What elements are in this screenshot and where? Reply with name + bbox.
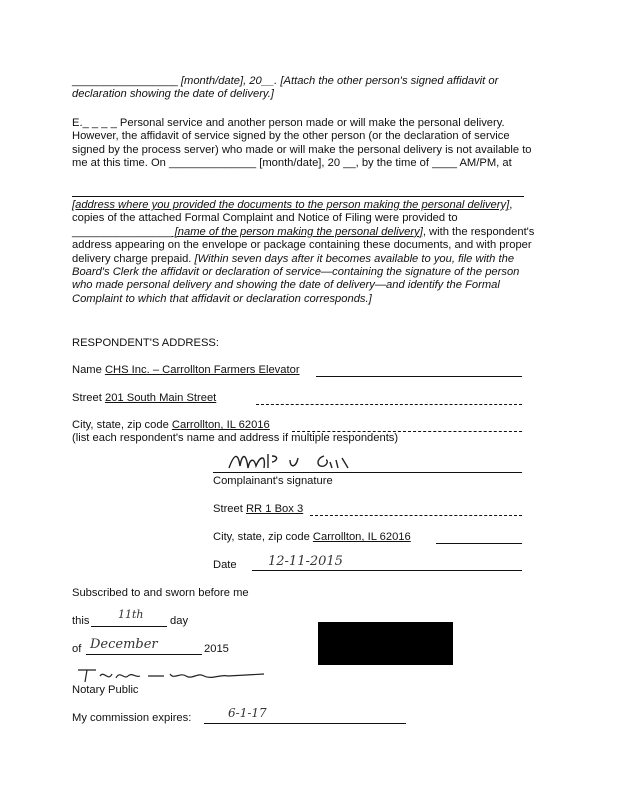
complainant-city-rule [436, 543, 522, 544]
respondent-street-label: Street [72, 392, 102, 404]
respondent-city-row [72, 419, 270, 431]
notary-month-rule [86, 654, 202, 655]
complainant-date-row [213, 559, 237, 571]
notary-this-label: this [72, 615, 90, 627]
commission-value: 6-1-17 [228, 706, 267, 720]
respondent-city-label: City, state, zip code [72, 419, 169, 431]
with-text: , with the respondent's address appearing on the envelope or package containing these documents, and with proper delivery charge prepaid. [72, 225, 535, 265]
notary-day-rule [91, 626, 167, 627]
complainant-street-value: RR 1 Box 3 [245, 503, 304, 515]
respondent-street-value: 201 South Main Street [104, 392, 217, 404]
complainant-street-row [213, 503, 303, 515]
notary-year-value: 2015 [204, 643, 229, 655]
complainant-date-rule [252, 570, 522, 571]
paragraph-e-continued: [address where you provided the documents to the person making the personal delivery], copies of the attached Formal Complaint and Notice of Filing were provided to ________________ [name of the person making the personal delivery], with the respondent's address appearing on the envelope or package containing these documents, and with proper delivery charge prepaid. [Within seven days after it becomes available to you, file with the Board's Clerk the affidavit or declaration of service—containing the signature of the person who made personal delivery and showing the date of delivery—and identify the Formal Complaint to which that affidavit or declaration corresponds.] [72, 199, 535, 305]
respondent-name-row [72, 364, 300, 376]
commission-rule [204, 723, 406, 724]
address-rule [72, 196, 524, 197]
date-line-text: [month/date], 20__. [Attach the other person's signed affidavit or declaration showing the date of delivery.] [72, 75, 499, 101]
respondent-street-row [72, 392, 216, 404]
respondent-street-rule [256, 404, 522, 405]
notary-signature [74, 664, 274, 686]
subscribed-line: Subscribed to and sworn before me [72, 587, 249, 599]
complainant-city-label: City, state, zip code [213, 531, 310, 543]
date-line-paragraph [72, 75, 542, 102]
respondent-list-note: (list each respondent's name and address if multiple respondents) [72, 432, 399, 444]
instruction-text: [Within seven days after it becomes available to you, file with the Board's Clerk the affidavit or declaration of service—containing the signature of the person who made personal delivery and showing the date of delivery—and identify the Formal Complaint to which that affidavit or declaration corresponds.] [72, 252, 520, 305]
complainant-city-row [213, 531, 411, 543]
complainant-date-value: 12-11-2015 [268, 554, 343, 569]
complainant-city-value: Carrollton, IL 62016 [312, 531, 411, 543]
commission-label: My commission expires: [72, 712, 192, 724]
respondent-city-value: Carrollton, IL 62016 [171, 419, 270, 431]
paragraph-e-label: E. [72, 117, 83, 129]
blank-line: _________________ [72, 75, 178, 87]
respondent-name-label: Name [72, 364, 102, 376]
notary-month-value: December [90, 637, 158, 652]
address-hint: [address where you provided the documents to the person making the personal delivery] [72, 199, 510, 211]
complainant-signature-caption: Complainant's signature [213, 475, 333, 487]
notary-day-label: day [170, 615, 189, 627]
respondent-name-value: CHS Inc. – Carrollton Farmers Elevator [104, 364, 300, 376]
notary-day-value: 11th [118, 608, 144, 621]
respondent-name-rule [316, 376, 522, 377]
complainant-street-rule [310, 515, 522, 516]
notary-public-title: Notary Public [72, 684, 139, 696]
notary-of-label: of [72, 643, 82, 655]
paragraph-e-text: Personal service and another person made or will make the personal delivery. However, the affidavit of service signed by the other person (or the declaration of service signed by the process server) who made or will make the personal delivery is not available to me at this time. On ______________ [month/date], 20 __, by the time of ____ AM/PM, at [72, 117, 532, 170]
notary-seal-redaction [318, 622, 453, 665]
respondent-heading: RESPONDENT'S ADDRESS: [72, 337, 219, 349]
name-hint: [name of the person making the personal delivery] [171, 225, 423, 238]
complainant-signature-rule [213, 472, 522, 473]
copies-text: , copies of the attached Formal Complaint and Notice of Filing were provided to [72, 199, 513, 225]
paragraph-e: E._ _ _ _ Personal service and another person made or will make the personal delivery. However, the affidavit of service signed by the other person (or the declaration of service signed by the process server) who made or will make the personal delivery is not available to me at this time. On ______________ [month/date], 20 __, by the time of ____ AM/PM, at [72, 117, 532, 170]
complainant-street-label: Street [213, 503, 243, 515]
complainant-date-label: Date [213, 559, 237, 571]
